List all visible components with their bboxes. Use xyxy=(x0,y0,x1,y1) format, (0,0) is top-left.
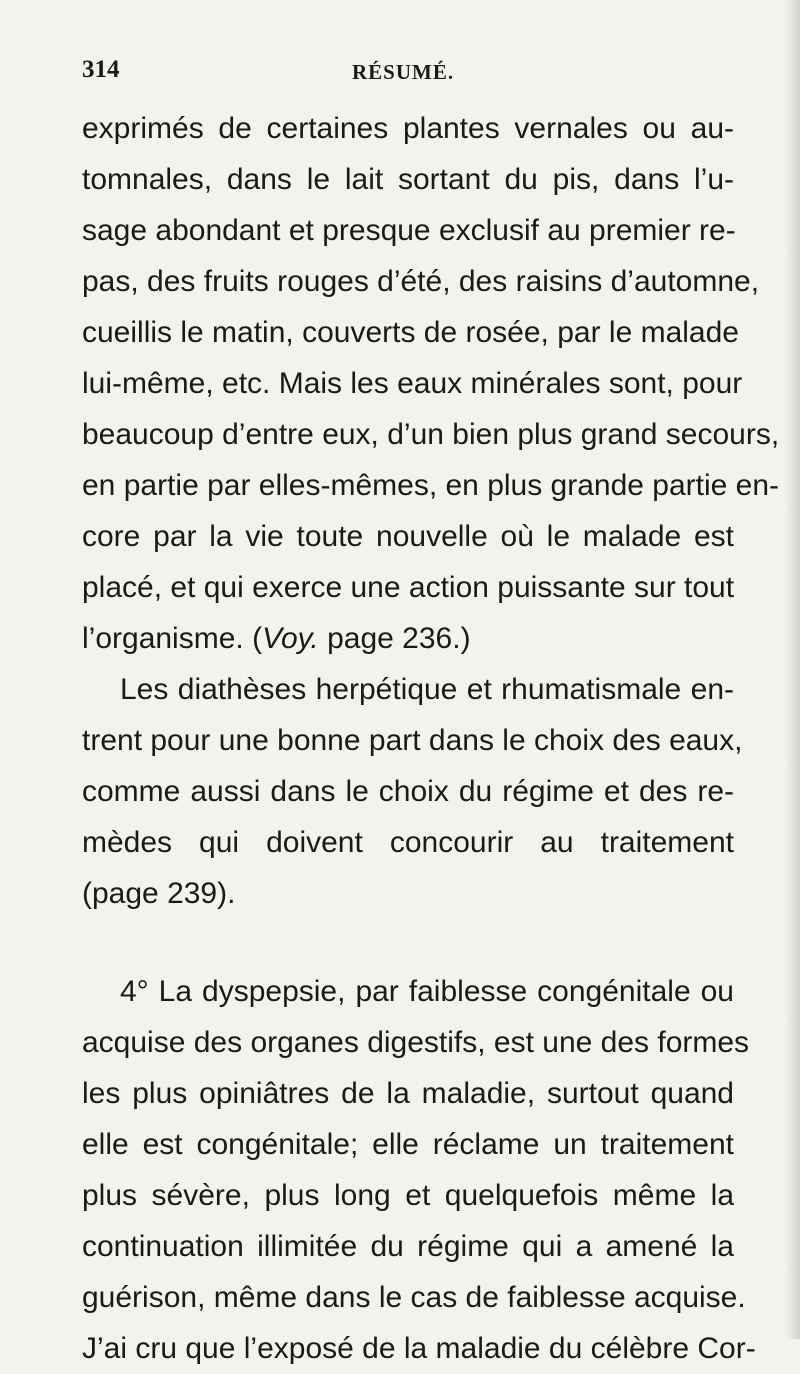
text-line: en partie par elles-mêmes, en plus grande partie en- xyxy=(82,469,780,502)
text-line: exprimés de certaines plantes vernales ou au- xyxy=(82,112,734,145)
page-header xyxy=(82,56,722,96)
text-line: 4° La dyspepsie, par faiblesse congénitale ou xyxy=(120,975,734,1008)
text-line: cueillis le matin, couverts de rosée, par le malade xyxy=(82,316,739,349)
text-line-reference xyxy=(82,613,734,664)
running-title: RÉSUMÉ. xyxy=(352,60,455,84)
text-line: les plus opiniâtres de la maladie, surtout quand xyxy=(82,1077,734,1110)
text-line: continuation illimitée du régime qui a amené la xyxy=(82,1230,734,1263)
text-line: trent pour une bonne part dans le choix des eaux, xyxy=(82,724,743,757)
body-text xyxy=(82,103,780,1374)
text-line: pas, des fruits rouges d’été, des raisins d’automne, xyxy=(82,265,760,298)
text-line: J’ai cru que l’exposé de la maladie du célèbre Cor- xyxy=(82,1332,756,1365)
text-line: lui-même, etc. Mais les eaux minérales sont, pour xyxy=(82,367,743,400)
text-line: Les diathèses herpétique et rhumatismale en- xyxy=(120,673,734,706)
text-line: guérison, même dans le cas de faiblesse acquise. xyxy=(82,1281,746,1314)
text-line: placé, et qui exerce une action puissante sur tout xyxy=(82,571,735,604)
reference-text-after: page 236.) xyxy=(318,622,471,655)
text-line: plus sévère, plus long et quelquefois même la xyxy=(82,1179,734,1212)
text-line: acquise des organes digestifs, est une des formes xyxy=(82,1026,750,1059)
text-line: tomnales, dans le lait sortant du pis, dans l’u- xyxy=(82,163,734,196)
reference-text-before: l’organisme. ( xyxy=(82,622,263,655)
text-line: (page 239). xyxy=(82,877,236,910)
text-line: core par la vie toute nouvelle où le malade est xyxy=(82,520,734,553)
text-line: mèdes qui doivent concourir au traitement xyxy=(82,826,734,859)
text-line: elle est congénitale; elle réclame un traitement xyxy=(82,1128,734,1161)
text-line: beaucoup d’entre eux, d’un bien plus grand secours, xyxy=(82,418,780,451)
text-line: sage abondant et presque exclusif au premier re- xyxy=(82,214,736,247)
page-edge-shadow xyxy=(786,0,800,1339)
page-number: 314 xyxy=(82,56,120,83)
reference-italic: Voy. xyxy=(262,622,319,655)
paragraph-gap xyxy=(82,919,734,966)
text-line: comme aussi dans le choix du régime et des re- xyxy=(82,775,734,808)
